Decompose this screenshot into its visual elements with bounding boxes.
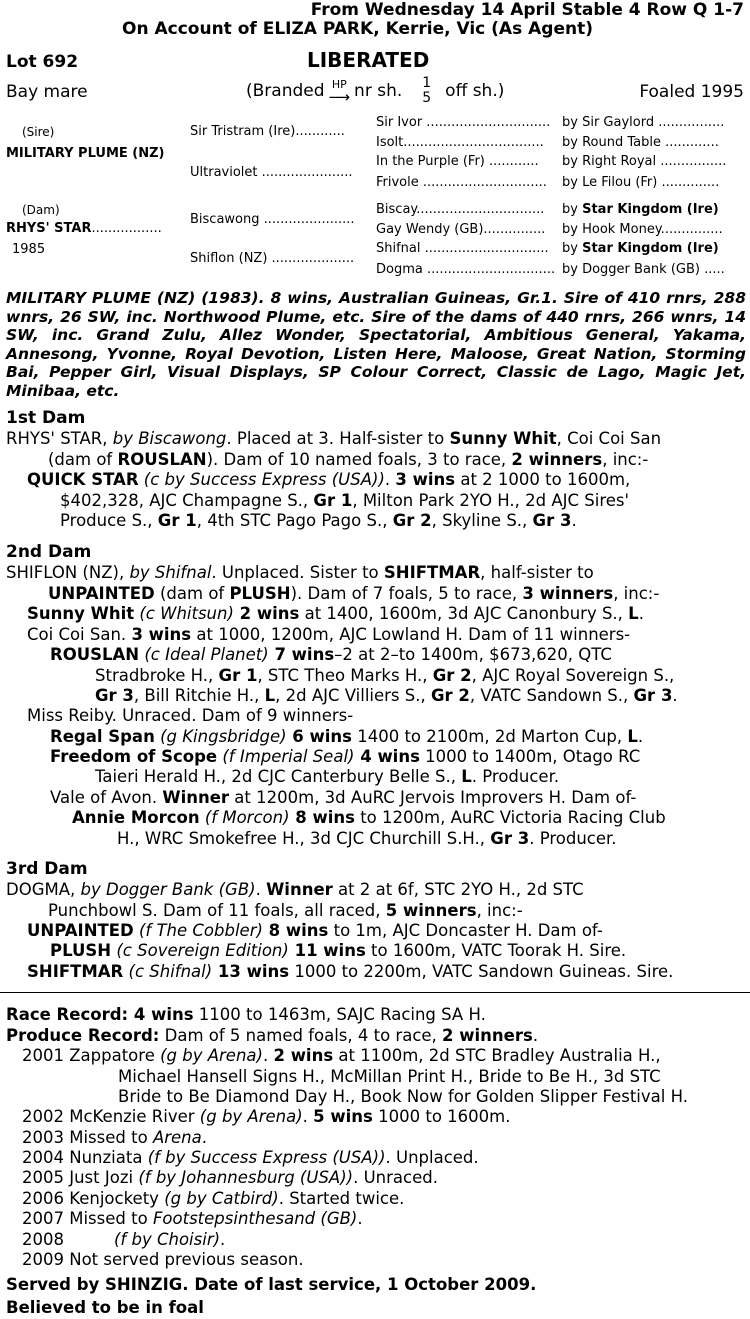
first-dam-heading: 1st Dam	[6, 408, 86, 428]
gen4-7	[562, 241, 719, 256]
produce-2006: 2006 Kenjockety (g by Catbird). Started twice.	[22, 1189, 405, 1208]
by-label: by	[562, 241, 578, 256]
dam-name: RHYS' STAR	[6, 221, 92, 236]
third-dam-heading: 3rd Dam	[6, 859, 88, 879]
third-dam-line-2: Punchbowl S. Dam of 11 foals, all raced, 5 winners, inc:-	[48, 901, 523, 920]
gen3-8: Dogma ...............................	[376, 262, 556, 277]
brand-arrow-icon: ⟶	[328, 88, 351, 106]
gen4-5	[562, 202, 719, 217]
second-dam-line-1: SHIFLON (NZ), by Shifnal. Unplaced. Sister to SHIFTMAR, half-sister to	[6, 563, 594, 582]
horse-name: LIBERATED	[307, 48, 430, 72]
third-dam-line-3: UNPAINTED (f The Cobbler) 8 wins to 1m, AJC Doncaster H. Dam of-	[27, 921, 603, 940]
second-dam-heading: 2nd Dam	[6, 542, 92, 562]
by-label: by	[562, 175, 578, 190]
gen3-3: In the Purple (Fr) ............	[376, 154, 539, 169]
second-dam-line-4: Coi Coi San. 3 wins at 1000, 1200m, AJC Lowland H. Dam of 11 winners-	[27, 625, 631, 644]
second-dam-line-9: Regal Span (g Kingsbridge) 6 wins 1400 to 2100m, 2d Marton Cup, L.	[50, 727, 644, 746]
sire-summary: MILITARY PLUME (NZ) (1983). 8 wins, Australian Guineas, Gr.1. Sire of 410 rnrs, 288 wnrs, 26 SW, inc. Northwood Plume, etc. Sire of the dams of 440 rnrs, 266 wnrs, 14 SW, inc. Grand Zulu, Allez Wonder, Spectatorial, Ambitious General, Yakama, Annesong, Yvonne, Royal Devotion, Listen Here, Maloose, Great Nation, Storming Bai, Pepper Girl, Visual Displays, SP Colour Correct, Classic de Lago, Magic Jet, Minibaa, etc.	[6, 289, 746, 400]
produce-2001-line-3: Bride to Be Diamond Day H., Book Now for Golden Slipper Festival H.	[118, 1087, 688, 1106]
first-dam-line-3: QUICK STAR (c by Success Express (USA)). 3 wins at 2 1000 to 1600m,	[27, 470, 631, 489]
grandsire-paternal: Sir Tristram (Ire)............	[190, 124, 345, 139]
section-divider	[0, 992, 750, 993]
in-foal-status: Believed to be in foal	[6, 1298, 204, 1317]
served-by: Served by SHINZIG. Date of last service, 1 October 2009.	[6, 1275, 537, 1294]
brand-off-shoulder: off sh.)	[445, 81, 505, 101]
gen3-1: Sir Ivor ..............................	[376, 115, 551, 130]
brand-near-shoulder: nr sh.	[354, 81, 403, 101]
second-dam-line-6: Stradbroke H., Gr 1, STC Theo Marks H., Gr 2, AJC Royal Sovereign S.,	[95, 666, 675, 685]
gen4-sire: Star Kingdom (Ire)	[582, 202, 719, 217]
second-dam-line-5: ROUSLAN (c Ideal Planet) 7 wins–2 at 2–to 1400m, $673,620, QTC	[50, 645, 612, 664]
gen4-3	[562, 154, 726, 169]
by-label: by	[562, 115, 578, 130]
second-dam-line-3: Sunny Whit (c Whitsun) 2 wins at 1400, 1600m, 3d AJC Canonbury S., L.	[27, 604, 644, 623]
gen4-2	[562, 135, 719, 150]
brand-fraction	[422, 76, 431, 106]
brand-letters: HP	[331, 78, 347, 91]
first-dam-line-2: (dam of ROUSLAN). Dam of 10 named foals, 3 to race, 2 winners, inc:-	[48, 450, 649, 469]
dam-label: (Dam)	[22, 203, 60, 217]
first-dam-line-4: $402,328, AJC Champagne S., Gr 1, Milton Park 2YO H., 2d AJC Sires'	[60, 491, 630, 510]
second-dam-line-7: Gr 3, Bill Ritchie H., L, 2d AJC Villiers S., Gr 2, VATC Sandown S., Gr 3.	[95, 686, 678, 705]
first-dam-line-1: RHYS' STAR, by Biscawong. Placed at 3. Half-sister to Sunny Whit, Coi Coi San	[6, 429, 662, 448]
produce-2002: 2002 McKenzie River (g by Arena). 5 wins 1000 to 1600m.	[22, 1107, 511, 1126]
gen4-4	[562, 175, 719, 190]
produce-2007: 2007 Missed to Footstepsinthesand (GB).	[22, 1209, 363, 1228]
gen4-sire: Dogger Bank (GB) .....	[582, 262, 725, 277]
gen3-6: Gay Wendy (GB)...............	[376, 222, 546, 237]
foaled-year: Foaled 1995	[639, 82, 744, 102]
second-dam-line-8: Miss Reiby. Unraced. Dam of 9 winners-	[27, 706, 354, 725]
second-dam-line-14: H., WRC Smokefree H., 3d CJC Churchill S.H., Gr 3. Producer.	[117, 829, 617, 848]
third-dam-line-1: DOGMA, by Dogger Bank (GB). Winner at 2 at 6f, STC 2YO H., 2d STC	[6, 880, 584, 899]
gen4-sire: Hook Money...............	[582, 222, 723, 237]
granddam-maternal: Shiflon (NZ) ....................	[190, 251, 355, 266]
granddam-paternal: Ultraviolet ......................	[190, 165, 353, 180]
brand-label: (Branded	[246, 81, 325, 101]
produce-2001-line-2: Michael Hansell Signs H., McMillan Print H., Bride to Be H., 3d STC	[118, 1067, 661, 1086]
grandsire-maternal: Biscawong ......................	[190, 212, 355, 227]
lot-number: Lot 692	[6, 52, 79, 72]
gen4-sire: Star Kingdom (Ire)	[582, 241, 719, 256]
gen4-6	[562, 222, 723, 237]
dam-name-line	[6, 221, 162, 236]
produce-2003: 2003 Missed to Arena.	[22, 1128, 207, 1147]
gen3-7: Shifnal ..............................	[376, 241, 549, 256]
produce-2008: 2008 (f by Choisir).	[22, 1230, 226, 1249]
produce-2009: 2009 Not served previous season.	[22, 1250, 304, 1269]
produce-2005: 2005 Just Jozi (f by Johannesburg (USA)). Unraced.	[22, 1168, 438, 1187]
fraction-numerator: 1	[422, 75, 432, 91]
gen4-sire: Sir Gaylord ................	[582, 115, 725, 130]
sire-label: (Sire)	[22, 125, 55, 139]
by-label: by	[562, 222, 578, 237]
produce-record: Produce Record: Dam of 5 named foals, 4 to race, 2 winners.	[6, 1026, 539, 1045]
produce-2004: 2004 Nunziata (f by Success Express (USA)). Unplaced.	[22, 1148, 479, 1167]
third-dam-line-5: SHIFTMAR (c Shifnal) 13 wins 1000 to 2200m, VATC Sandown Guineas. Sire.	[27, 962, 674, 981]
gen4-sire: Right Royal ................	[582, 154, 727, 169]
dam-year: 1985	[12, 242, 46, 257]
sire-name: MILITARY PLUME (NZ)	[6, 146, 165, 161]
produce-2001-line-1: 2001 Zappatore (g by Arena). 2 wins at 1100m, 2d STC Bradley Australia H.,	[22, 1046, 661, 1065]
horse-description: Bay mare	[6, 82, 88, 102]
brand-mark	[328, 78, 351, 106]
second-dam-line-11: Taieri Herald H., 2d CJC Canterbury Belle S., L. Producer.	[95, 767, 560, 786]
gen3-2: Isolt..................................	[376, 135, 544, 150]
second-dam-line-10: Freedom of Scope (f Imperial Seal) 4 wins 1000 to 1400m, Otago RC	[50, 747, 641, 766]
second-dam-line-2: UNPAINTED (dam of PLUSH). Dam of 7 foals, 5 to race, 3 winners, inc:-	[48, 584, 660, 603]
gen4-sire: Round Table .............	[582, 135, 719, 150]
by-label: by	[562, 202, 578, 217]
gen3-4: Frivole ..............................	[376, 175, 547, 190]
brand-info	[246, 72, 504, 110]
gen3-5: Biscay...............................	[376, 202, 545, 217]
by-label: by	[562, 262, 578, 277]
header-line-2: On Account of ELIZA PARK, Kerrie, Vic (As Agent)	[122, 19, 593, 39]
race-record: Race Record: 4 wins 1100 to 1463m, SAJC Racing SA H.	[6, 1005, 486, 1024]
by-label: by	[562, 135, 578, 150]
header-line-1: From Wednesday 14 April Stable 4 Row Q 1-7	[310, 0, 744, 20]
by-label: by	[562, 154, 578, 169]
gen4-sire: Le Filou (Fr) ..............	[582, 175, 720, 190]
dam-leader: .................	[91, 221, 162, 236]
second-dam-line-12: Vale of Avon. Winner at 1200m, 3d AuRC Jervois Improvers H. Dam of-	[50, 788, 637, 807]
gen4-1	[562, 115, 724, 130]
gen4-8	[562, 262, 725, 277]
third-dam-line-4: PLUSH (c Sovereign Edition) 11 wins to 1600m, VATC Toorak H. Sire.	[50, 941, 627, 960]
second-dam-line-13: Annie Morcon (f Morcon) 8 wins to 1200m, AuRC Victoria Racing Club	[72, 808, 666, 827]
fraction-denominator: 5	[422, 90, 432, 106]
first-dam-line-5: Produce S., Gr 1, 4th STC Pago Pago S., Gr 2, Skyline S., Gr 3.	[60, 511, 577, 530]
